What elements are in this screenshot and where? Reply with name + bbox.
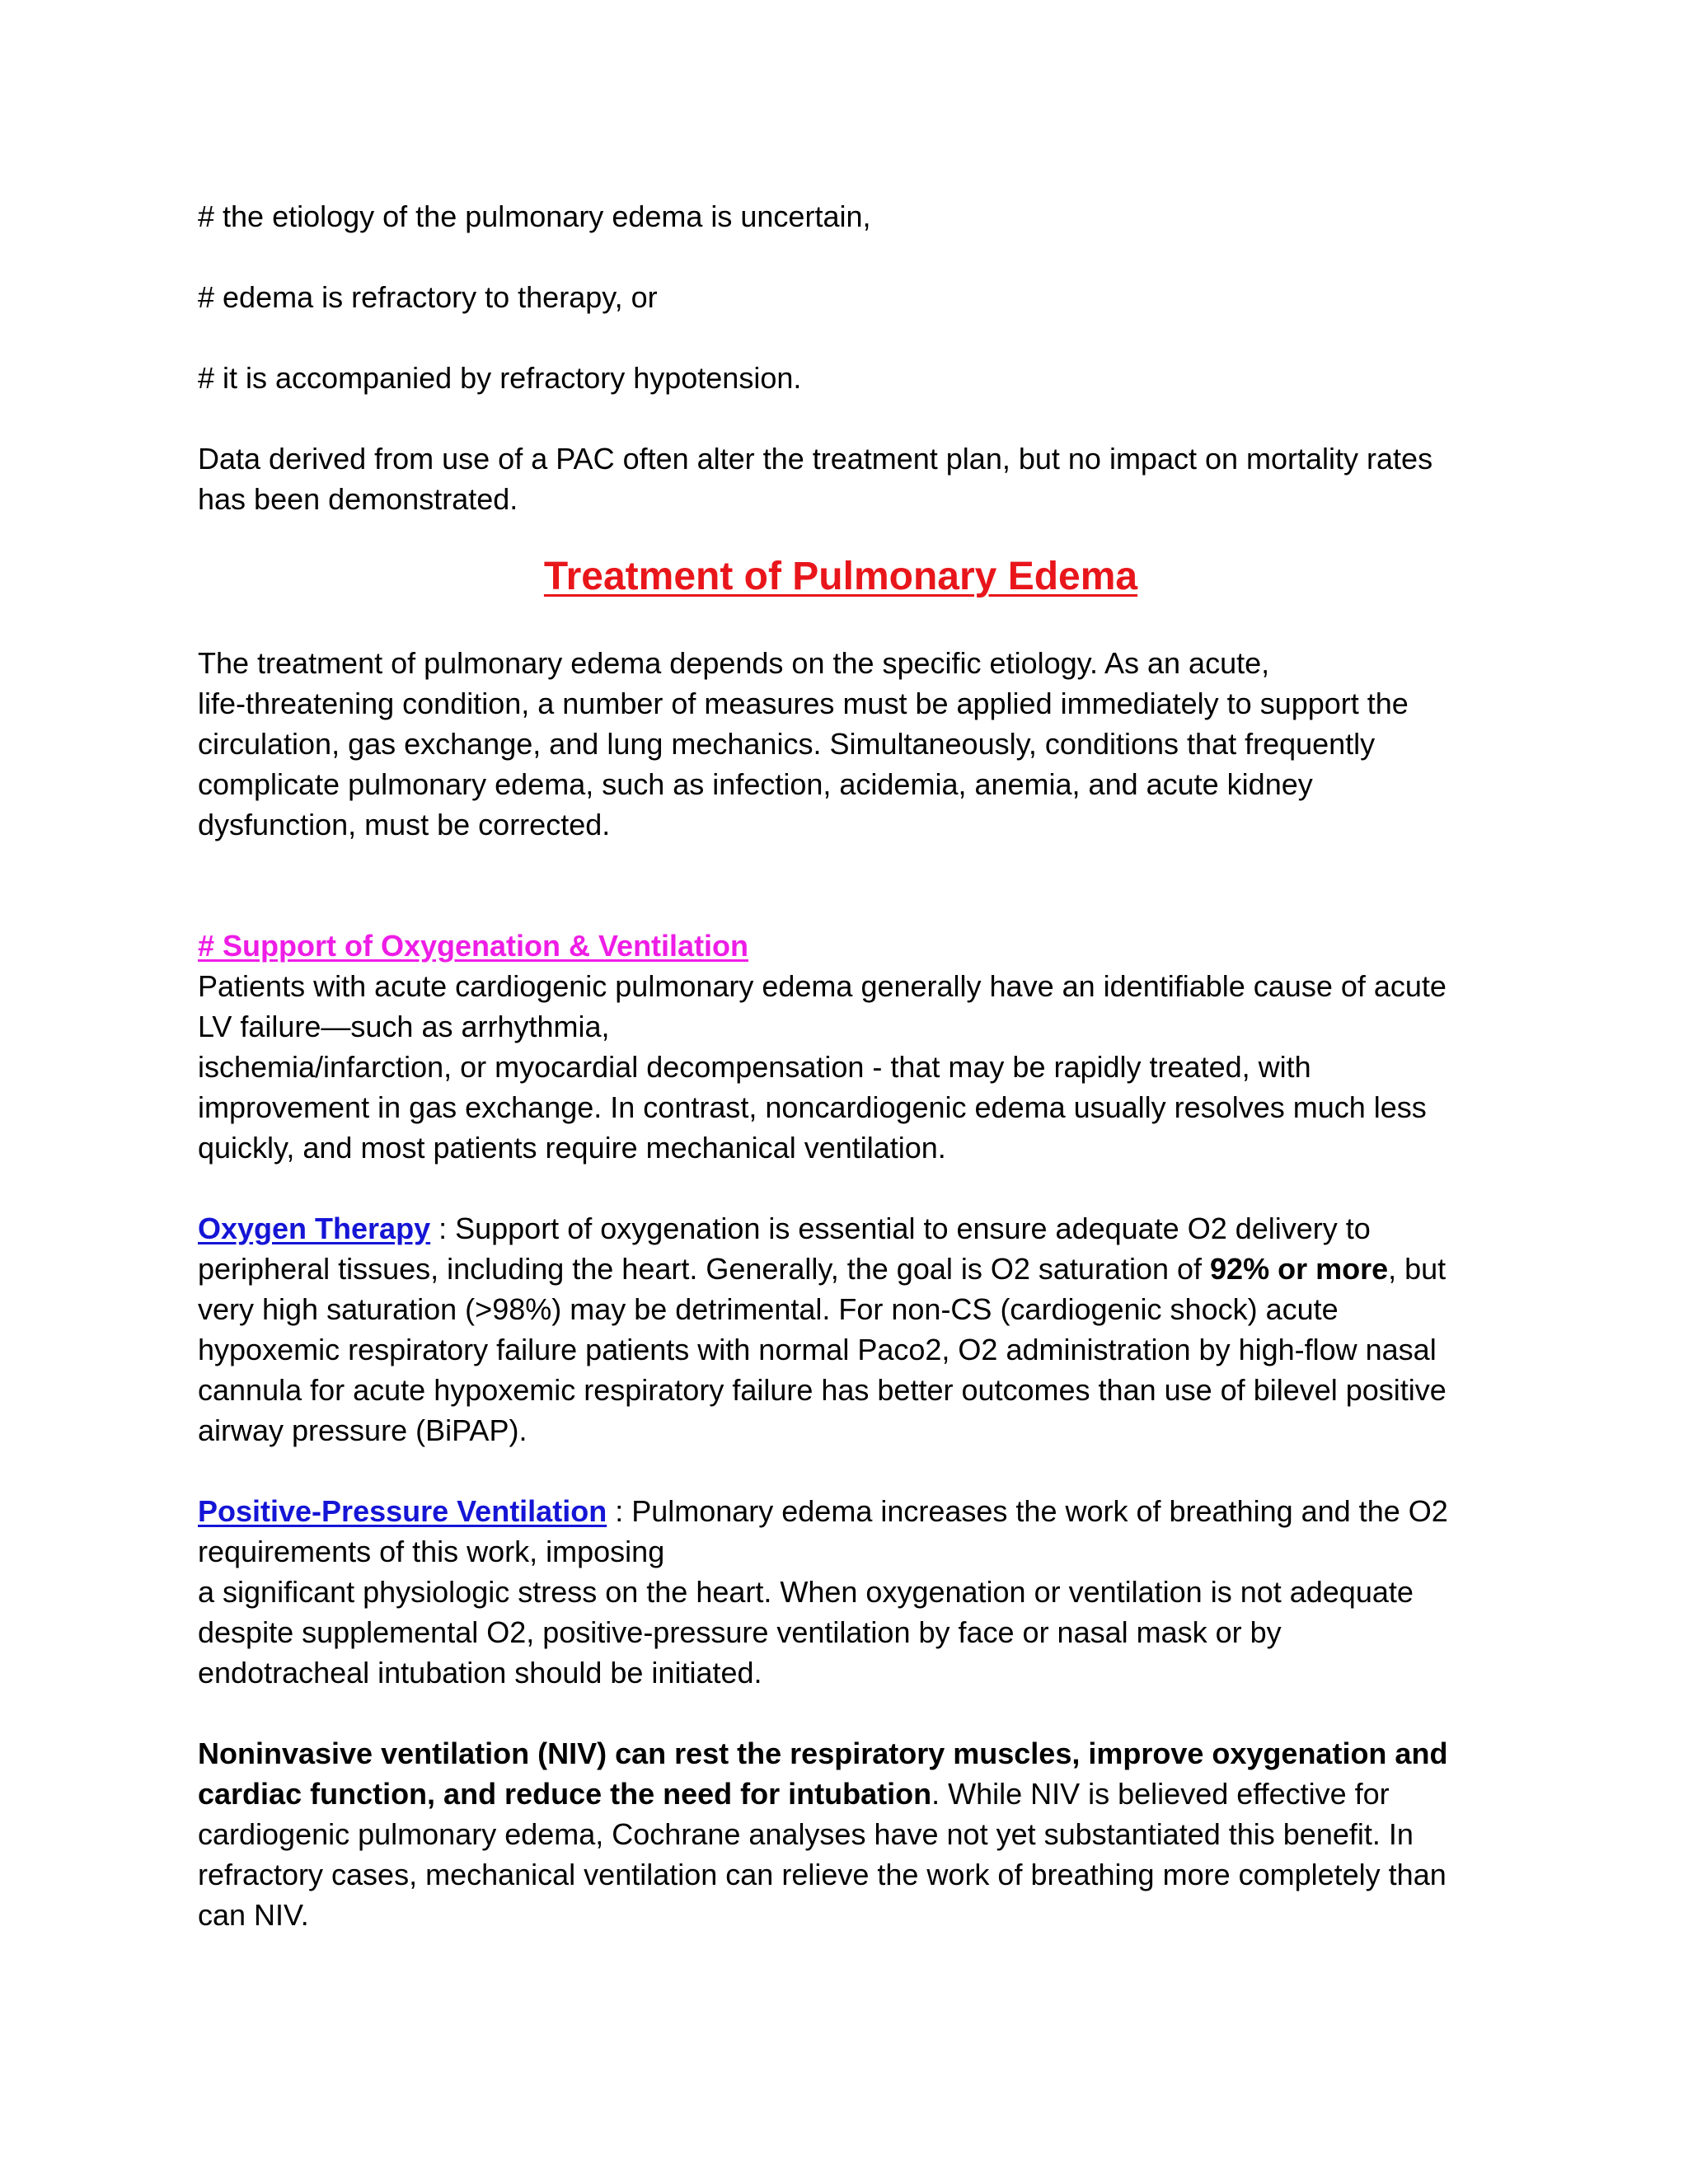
intro-line-3: circulation, gas exchange, and lung mechanics. Simultaneously, conditions that frequently bbox=[198, 727, 1376, 761]
oxygen-line-2-post: , but bbox=[1388, 1252, 1447, 1286]
oxygen-line-2-pre: peripheral tissues, including the heart. Generally, the goal is O2 saturation of bbox=[198, 1252, 1211, 1286]
pac-line-2: has been demonstrated. bbox=[198, 482, 518, 516]
support-line-5: quickly, and most patients require mechanical ventilation. bbox=[198, 1131, 946, 1165]
ppv-line-3: a significant physiologic stress on the heart. When oxygenation or ventilation is not adequate bbox=[198, 1575, 1414, 1609]
niv-bold-line-2: cardiac function, and reduce the need for intubation bbox=[198, 1777, 932, 1811]
oxygen-line-3: very high saturation (>98%) may be detrimental. For non-CS (cardiogenic shock) acute bbox=[198, 1292, 1339, 1326]
support-line-1: Patients with acute cardiogenic pulmonary edema generally have an identifiable cause of acute bbox=[198, 969, 1447, 1003]
oxygen-line-1: : Support of oxygenation is essential to ensure adequate O2 delivery to bbox=[430, 1212, 1371, 1245]
ppv-line-2: requirements of this work, imposing bbox=[198, 1535, 665, 1568]
ppv-paragraph bbox=[198, 1491, 1484, 1693]
support-line-4: improvement in gas exchange. In contrast, noncardiogenic edema usually resolves much less bbox=[198, 1090, 1427, 1124]
intro-line-1: The treatment of pulmonary edema depends on the specific etiology. As an acute, bbox=[198, 646, 1270, 680]
pac-paragraph bbox=[198, 438, 1484, 519]
page-title: Treatment of Pulmonary Edema bbox=[543, 555, 1138, 598]
intro-line-4: complicate pulmonary edema, such as infection, acidemia, anemia, and acute kidney bbox=[198, 767, 1313, 801]
niv-line-5: can NIV. bbox=[198, 1898, 309, 1932]
support-section-heading: # Support of Oxygenation & Ventilation bbox=[198, 929, 749, 963]
niv-line-3: cardiogenic pulmonary edema, Cochrane analyses have not yet substantiated this benefit. In bbox=[198, 1817, 1414, 1851]
pac-line-1: Data derived from use of a PAC often alter the treatment plan, but no impact on mortality rates bbox=[198, 442, 1433, 476]
support-paragraph bbox=[198, 966, 1484, 1168]
oxygen-therapy-link[interactable]: Oxygen Therapy bbox=[198, 1212, 431, 1245]
oxygen-line-4: hypoxemic respiratory failure patients with normal Paco2, O2 administration by high-flow nasal bbox=[198, 1333, 1437, 1366]
oxygen-saturation-goal: 92% or more bbox=[1210, 1252, 1389, 1286]
ppv-line-5: endotracheal intubation should be initiated. bbox=[198, 1656, 762, 1690]
oxygen-line-6: airway pressure (BiPAP). bbox=[198, 1413, 528, 1447]
oxygen-therapy-paragraph bbox=[198, 1208, 1484, 1451]
niv-bold-line-1: Noninvasive ventilation (NIV) can rest the respiratory muscles, improve oxygenation and bbox=[198, 1736, 1448, 1770]
document-page bbox=[198, 196, 1484, 1935]
bullet-edema-refractory: # edema is refractory to therapy, or bbox=[198, 280, 658, 314]
niv-line-4: refractory cases, mechanical ventilation can relieve the work of breathing more completely than bbox=[198, 1858, 1447, 1891]
support-line-2: LV failure—such as arrhythmia, bbox=[198, 1010, 610, 1043]
oxygen-line-5: cannula for acute hypoxemic respiratory failure has better outcomes than use of bilevel positive bbox=[198, 1373, 1447, 1407]
intro-line-5: dysfunction, must be corrected. bbox=[198, 808, 611, 841]
bullet-etiology-uncertain: # the etiology of the pulmonary edema is uncertain, bbox=[198, 199, 871, 233]
niv-line-2-rest: . While NIV is believed effective for bbox=[931, 1777, 1390, 1811]
positive-pressure-ventilation-link[interactable]: Positive-Pressure Ventilation bbox=[198, 1494, 607, 1528]
ppv-line-1: : Pulmonary edema increases the work of breathing and the O2 bbox=[607, 1494, 1448, 1528]
support-line-3: ischemia/infarction, or myocardial decompensation - that may be rapidly treated, with bbox=[198, 1050, 1311, 1084]
intro-line-2: life-threatening condition, a number of measures must be applied immediately to support the bbox=[198, 687, 1409, 720]
ppv-line-4: despite supplemental O2, positive-pressure ventilation by face or nasal mask or by bbox=[198, 1615, 1282, 1649]
intro-paragraph bbox=[198, 643, 1484, 845]
bullet-refractory-hypotension: # it is accompanied by refractory hypotension. bbox=[198, 361, 802, 395]
niv-paragraph bbox=[198, 1733, 1484, 1935]
